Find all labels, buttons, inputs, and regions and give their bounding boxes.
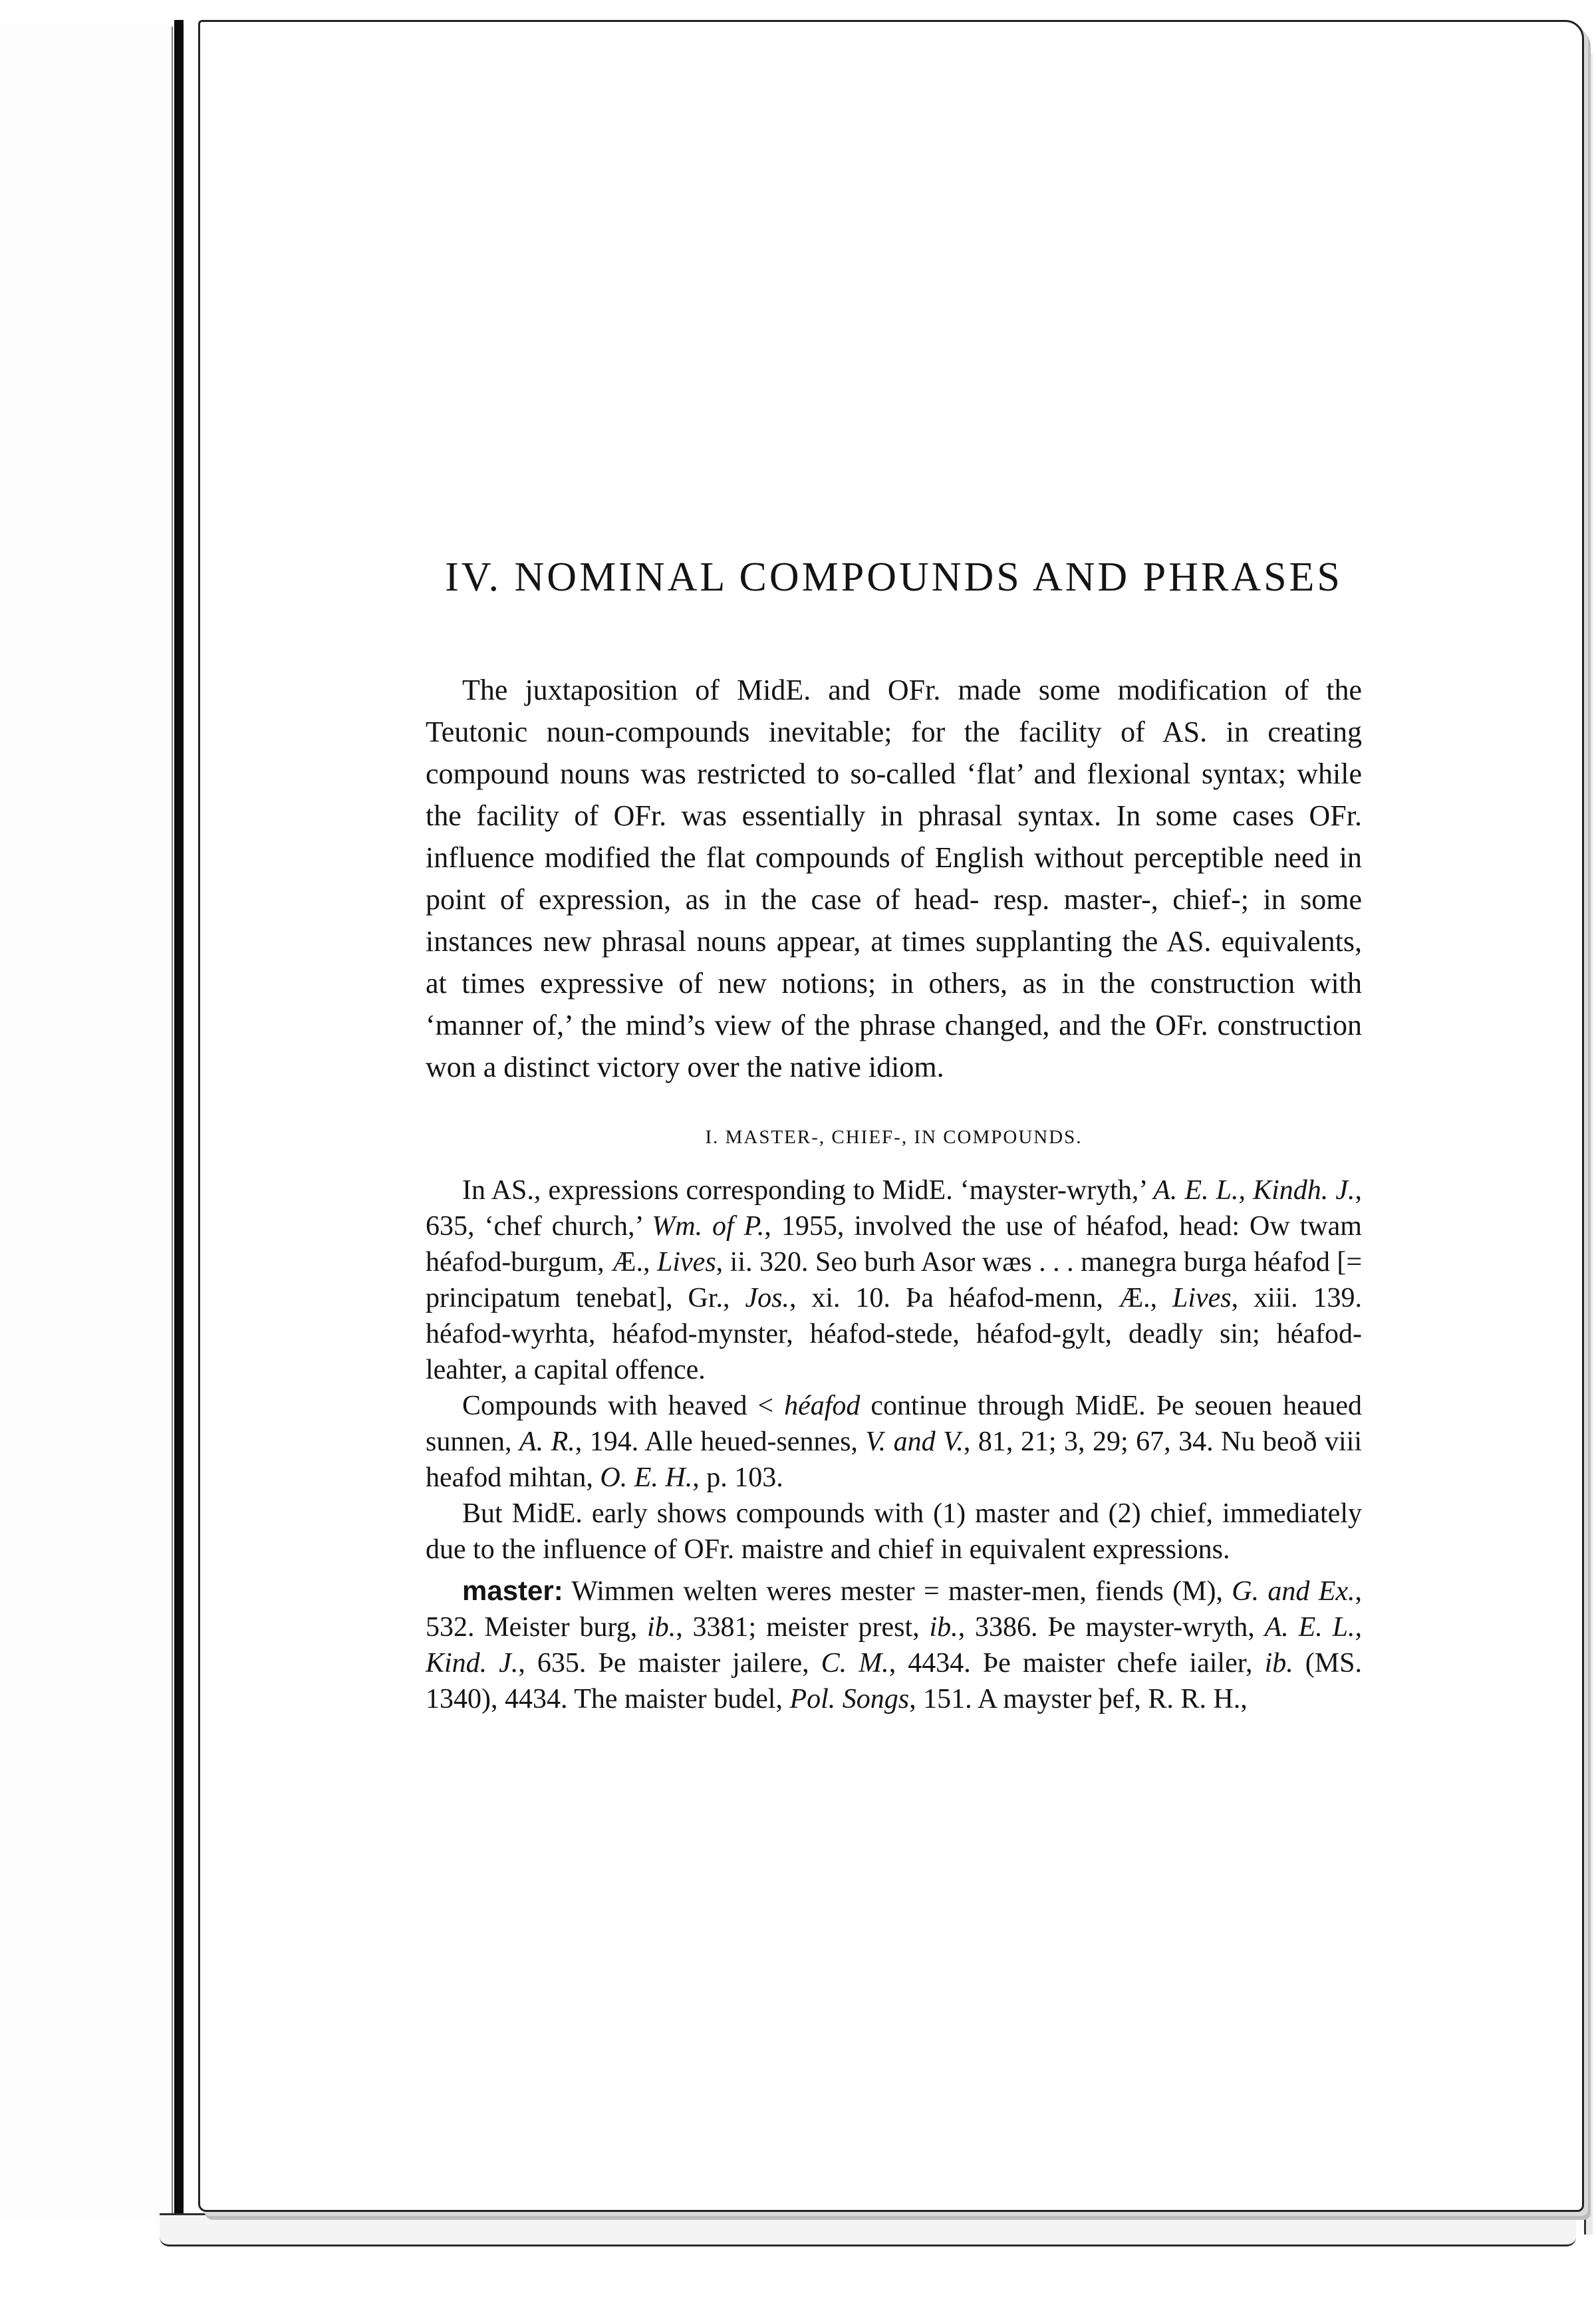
previous-page-edge <box>0 27 173 2221</box>
citation: ib. <box>647 1612 676 1643</box>
paragraph-as-expressions <box>426 1172 1362 1388</box>
text-run: , 81, 21; 3, 29; 67, 34. Nu beoð viii heafod mihtan, <box>426 1426 1362 1493</box>
paragraph-mide-compounds: But MidE. early shows compounds with (1) master and (2) chief, immediately due to the influence of OFr. maistre and chief in equivalent expressions. <box>426 1498 1362 1565</box>
citation: Jos. <box>745 1283 789 1313</box>
chapter-title: IV. NOMINAL COMPOUNDS AND PHRASES <box>445 555 1343 600</box>
page-content <box>426 545 1362 1717</box>
citation: Pol. Songs <box>789 1684 910 1714</box>
citation: Lives <box>657 1247 716 1278</box>
citation: ib. <box>929 1612 958 1643</box>
text-run: In AS., expressions corresponding to MidE. ‘mayster-wryth,’ <box>462 1175 1154 1206</box>
text-run: continue through MidE. Þe seouen heaued sunnen, <box>426 1391 1362 1457</box>
citation: G. and Ex. <box>1232 1576 1355 1607</box>
page-stack-edge-bottom <box>160 2213 1576 2246</box>
citation: O. E. H. <box>600 1462 693 1493</box>
text-run: , p. 103. <box>692 1462 783 1493</box>
text-run: Compounds with heaved < <box>462 1391 785 1421</box>
paragraph-heaved-compounds <box>426 1388 1362 1496</box>
book-spine-shadow <box>174 20 184 2215</box>
section-heading: I. MASTER-, CHIEF-, IN COMPOUNDS. <box>705 1127 1083 1148</box>
paragraph-master <box>426 1573 1362 1717</box>
text-run: , 635. Þe maister jailere, <box>518 1648 821 1679</box>
intro-paragraph: The juxtaposition of MidE. and OFr. made some modification of the Teutonic noun-compounds inevitable; for the facility of AS. in creating compound nouns was restricted to so-called ‘flat’ and flexional syntax; while the facility of OFr. was essentially in phrasal syntax. In some cases OFr. influence modified the flat compounds of English without perceptible need in point of expression, as in the case of head- resp. master-, chief-; in some instances new phrasal nouns appear, at times supplanting the AS. equivalents, at times expressive of new notions; in others, as in the construction with ‘manner of,’ the mind’s view of the phrase changed, and the OFr. construction won a distinct victory over the native idiom. <box>426 674 1362 1083</box>
text-run: , xiii. 139. héafod-wyrhta, héafod-mynster, héafod-stede, héafod-gylt, deadly sin; héafod-leahter, a capital offence. <box>426 1283 1362 1385</box>
text-run: , 4434. Þe maister chefe iailer, <box>888 1648 1265 1679</box>
citation: A. R. <box>519 1426 575 1457</box>
text-run: , 151. A mayster þef, R. R. H., <box>909 1684 1248 1714</box>
citation: A. E. L., Kind. J. <box>426 1612 1362 1679</box>
citation: ib. <box>1264 1648 1293 1679</box>
text-run: , 1955, involved the use of héafod, head: Ow twam héafod-burgum, Æ., <box>426 1211 1362 1278</box>
text-run: , 194. Alle heued-sennes, <box>575 1426 866 1457</box>
citation: héafod <box>784 1391 861 1421</box>
entry-headword: master: <box>462 1575 563 1606</box>
text-run: , 3381; meister prest, <box>676 1612 930 1643</box>
text-run: Wimmen welten weres mester = master-men, fiends (M), <box>563 1576 1232 1607</box>
text-run: , 3386. Þe mayster-wryth, <box>958 1612 1265 1643</box>
citation: Wm. of P. <box>652 1211 765 1242</box>
text-run: , 532. Meister burg, <box>426 1576 1362 1643</box>
text-run: , ii. 320. Seo burh Asor wæs . . . manegra burga héafod [= principatum tenebat], Gr., <box>426 1247 1363 1313</box>
page-stack-edge-right <box>1584 53 1593 2235</box>
text-run: , 635, ‘chef church,’ <box>426 1175 1362 1242</box>
citation: Lives <box>1172 1283 1232 1313</box>
citation: A. E. L., Kindh. J. <box>1153 1175 1355 1206</box>
citation: V. and V. <box>865 1426 964 1457</box>
citation: C. M. <box>821 1648 889 1679</box>
text-run: , xi. 10. Þa héafod-menn, Æ., <box>789 1283 1172 1313</box>
text-run: (MS. 1340), 4434. The maister budel, <box>426 1648 1362 1714</box>
